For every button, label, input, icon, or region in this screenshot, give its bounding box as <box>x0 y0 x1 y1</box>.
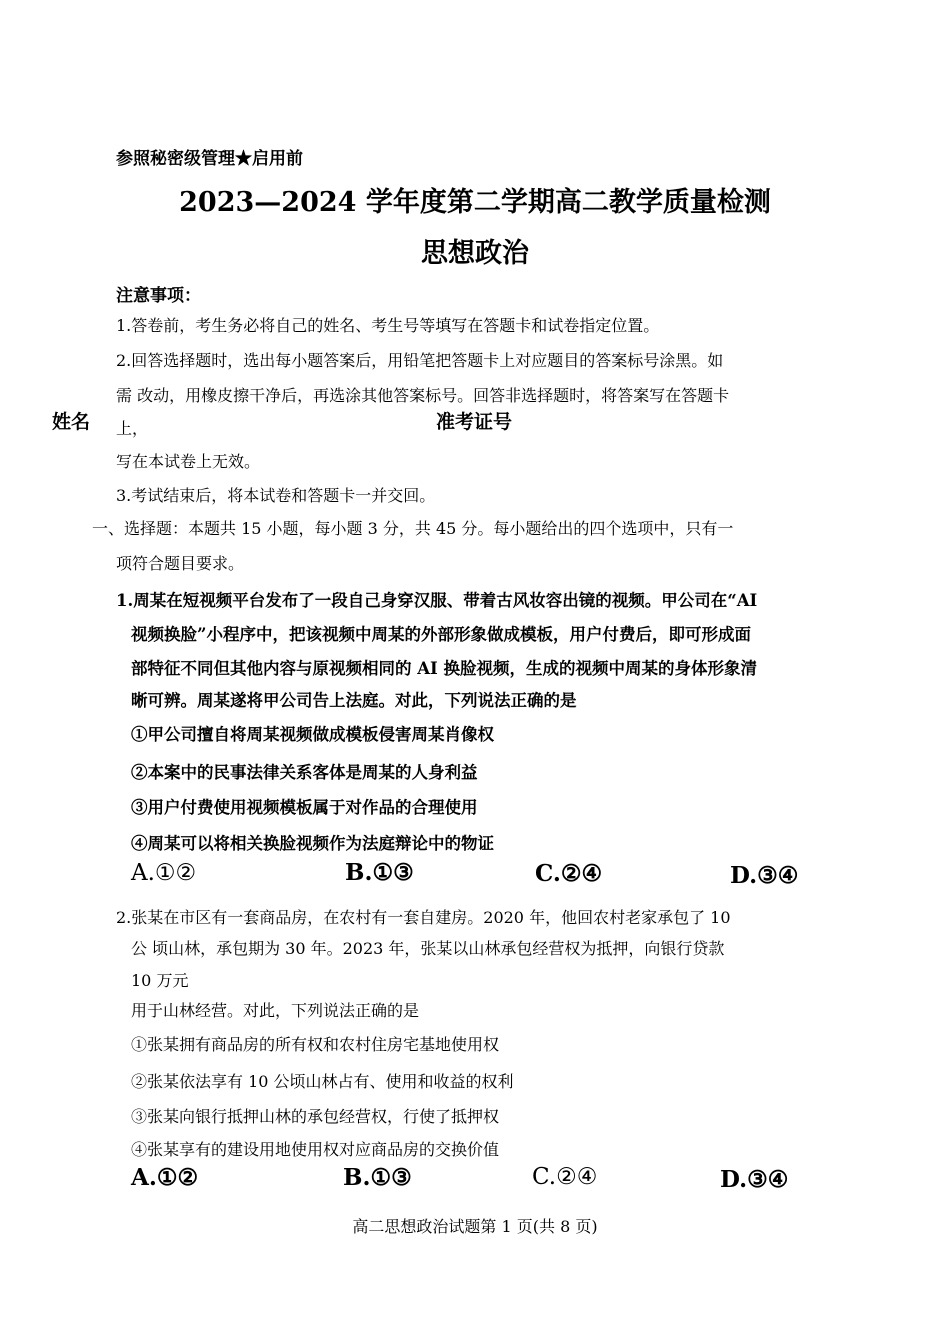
notice-line: 1.答卷前，考生务必将自己的姓名、考生号等填写在答题卡和试卷指定位置。 <box>116 316 660 335</box>
section-intro-cont: 项符合题目要求。 <box>116 554 245 573</box>
q1-option-a[interactable]: A.①② <box>131 860 197 886</box>
subject-title: 思想政治 <box>421 238 529 269</box>
ticket-number-label: 准考证号 <box>436 411 513 433</box>
q1-stem-line: 视频换脸”小程序中，把该视频中周某的外部形象做成模板，用户付费后，即可形成面 <box>131 625 751 644</box>
notice-line: 写在本试卷上无效。 <box>116 452 261 471</box>
q2-statement: ③张某向银行抵押山林的承包经营权，行使了抵押权 <box>131 1107 500 1126</box>
q1-statement: ①甲公司擅自将周某视频做成模板侵害周某肖像权 <box>131 725 494 744</box>
exam-title: 2023—2024 学年度第二学期高二教学质量检测 <box>179 187 771 218</box>
q1-statement: ④周某可以将相关换脸视频作为法庭辩论中的物证 <box>131 834 494 853</box>
q2-option-d[interactable]: D.③④ <box>720 1166 789 1193</box>
q1-stem-line: 1.周某在短视频平台发布了一段自己身穿汉服、带着古风妆容出镜的视频。甲公司在“AI <box>116 591 758 610</box>
q2-stem-line: 10 万元 <box>131 971 189 990</box>
q2-stem-line: 2.张某在市区有一套商品房，在农村有一套自建房。2020 年，他回农村老家承包了 10 <box>116 908 731 927</box>
q2-stem-line: 公 顷山林，承包期为 30 年。2023 年，张某以山林承包经营权为抵押，向银行贷款 <box>131 939 725 958</box>
notice-heading: 注意事项： <box>116 286 201 306</box>
secrecy-label: 参照秘密级管理★启用前 <box>116 149 303 169</box>
name-label: 姓名 <box>52 411 91 433</box>
q1-stem-line: 部特征不同但其他内容与原视频相同的 AI 换脸视频，生成的视频中周某的身体形象清 <box>131 659 758 678</box>
q1-statement: ③用户付费使用视频模板属于对作品的合理使用 <box>131 798 478 817</box>
section-intro: 一、选择题：本题共 15 小题，每小题 3 分，共 45 分。每小题给出的四个选项中，只有一 <box>92 519 734 538</box>
q2-option-a[interactable]: A.①② <box>131 1164 199 1191</box>
q2-stem-line: 用于山林经营。对此，下列说法正确的是 <box>131 1001 420 1020</box>
q2-statement: ①张某拥有商品房的所有权和农村住房宅基地使用权 <box>131 1035 500 1054</box>
notice-line: 需 改动，用橡皮擦干净后，再选涂其他答案标号。回答非选择题时，将答案写在答题卡 <box>116 386 730 405</box>
q1-stem-line: 晰可辨。周某遂将甲公司告上法庭。对此，下列说法正确的是 <box>131 691 577 710</box>
q2-option-b[interactable]: B.①③ <box>343 1164 412 1191</box>
notice-line: 3.考试结束后，将本试卷和答题卡一并交回。 <box>116 486 436 505</box>
q2-statement: ④张某享有的建设用地使用权对应商品房的交换价值 <box>131 1140 500 1159</box>
q1-option-b[interactable]: B.①③ <box>345 859 414 886</box>
q1-option-c[interactable]: C.②④ <box>535 860 603 887</box>
notice-line: 2.回答选择题时，选出每小题答案后，用铅笔把答题卡上对应题目的答案标号涂黑。如 <box>116 351 724 370</box>
q2-statement: ②张某依法享有 10 公顷山林占有、使用和收益的权利 <box>131 1072 514 1091</box>
q1-statement: ②本案中的民事法律关系客体是周某的人身利益 <box>131 763 478 782</box>
q1-option-d[interactable]: D.③④ <box>730 862 799 889</box>
notice-line: 上， <box>116 419 149 438</box>
q2-option-c[interactable]: C.②④ <box>532 1164 598 1190</box>
page-footer: 高二思想政治试题第 1 页(共 8 页) <box>352 1217 598 1236</box>
